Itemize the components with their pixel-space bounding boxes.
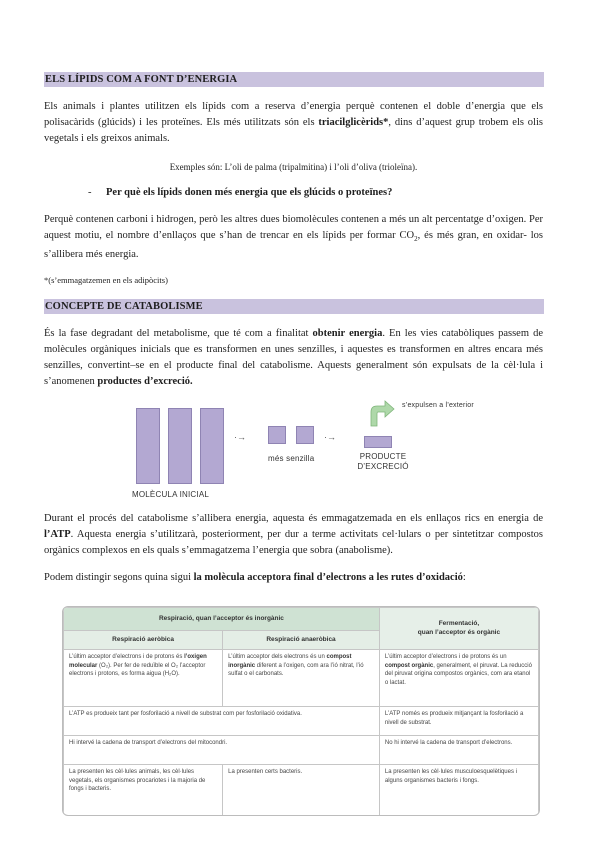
term: compost inorgànic — [228, 654, 352, 669]
expel-arrow-icon — [367, 398, 397, 428]
simpler-molecule-block-1 — [268, 426, 286, 444]
section-heading-catabolism: CONCEPTE DE CATABOLISME — [44, 299, 544, 314]
table-cell: L’ATP només es produeix mitjançant la fosforilació a nivell de substrat. — [379, 707, 538, 736]
text-span: Perquè contenen carboni i hidrogen, però les altres dues biomolècules contenen a més un alt percentatge d’oxigen. Per aquest motiu, el nombre d’enllaços que s’han de trencar en els lípids per formar CO — [44, 214, 543, 241]
initial-molecule-block-3 — [200, 408, 224, 484]
header-respiration: Respiració, quan l’acceptor és inorgànic — [64, 608, 380, 631]
header-line: quan l’acceptor és orgànic — [417, 628, 501, 636]
text-span: , dins d’aquest grup trobem els olis vegetals i els greixos animals. — [44, 117, 543, 144]
text-span: : — [462, 572, 466, 583]
comparison-table — [63, 607, 539, 816]
paragraph-atp — [44, 511, 543, 559]
text-span: Els animals i plantes utilitzen els lípids com a reserva d’energia perquè contenen el doble d’energia que els polisacàrids (glúcids) i les proteïnes. Els més utilitzats són els — [44, 101, 543, 128]
header-fermentation — [379, 608, 538, 650]
term: l’oxigen molecular — [69, 654, 207, 669]
initial-molecule-label: MOLÈCULA INICIAL — [132, 490, 210, 499]
term: compost orgànic — [384, 662, 434, 669]
term-obtain-energy: obtenir energia — [312, 328, 383, 339]
text-span: . Aquesta energia s’utilitzarà, posteriorment, per dur a terme activitats cel·lulars o per sintetitzar compostos orgànics complexos en els quals s’emmagatzema l’energia que sobra (anabolisme). — [44, 529, 543, 556]
table-cell: La presenten certs bacteris. — [223, 765, 380, 817]
term-atp: l’ATP — [44, 529, 71, 540]
text-span: . En les vies catabòliques passem de molècules orgàniques inicials que es transformen en unes senzilles, i aquestes es transformen en altres encara més senzilles, convertint–se en el producte final del catabolisme. Aquests generalment són expulsats de la cèl·lula i s’anomenen — [44, 328, 543, 387]
table-row — [64, 736, 539, 765]
text-span: L’últim acceptor d’electrons i de protons és — [69, 654, 185, 660]
question-line — [88, 186, 392, 200]
respiration-table — [62, 606, 540, 816]
header-line: Fermentació, — [438, 620, 480, 627]
term-final-acceptor: la molècula acceptora final d’electrons a les rutes d’oxidació — [193, 572, 463, 583]
text-span: És la fase degradant del metabolisme, que té com a finalitat — [44, 328, 313, 339]
table-cell: La presenten les cèl·lules animals, les cèl·lules vegetals, els organismes procariotes i la majoria de fongs i bacteris. — [64, 765, 223, 817]
table-row — [64, 650, 539, 707]
table-cell — [379, 650, 538, 707]
paragraph-catabolism-def — [44, 326, 543, 390]
label-line: D’EXCRECIÓ — [357, 462, 409, 471]
term-excretion-products: productes d’excreció. — [97, 376, 193, 387]
excretion-product-label — [356, 452, 410, 472]
text-span: Durant el procés del catabolisme s’allibera energia, aquesta és emmagatzemada en els enllaços rics en energia de — [44, 513, 543, 524]
table-row — [64, 765, 539, 817]
section-heading-lipids: ELS LÍPIDS COM A FONT D’ENERGIA — [44, 72, 544, 87]
arrow-icon: ·→ — [324, 432, 336, 442]
simpler-label: més senzilla — [268, 454, 315, 463]
table-cell — [223, 650, 380, 707]
initial-molecule-block-2 — [168, 408, 192, 484]
catabolism-diagram — [130, 398, 510, 502]
text-span: (O₂). Per fer de reduïble el O₂ l’acceptor electrons i protons, es forma aigua (H₂O). — [69, 662, 206, 677]
paragraph-lipids-intro — [44, 99, 543, 147]
examples-line: Exemples són: L’oli de palma (tripalmitina) i l’oli d’oliva (trioleïna). — [169, 162, 418, 172]
table-row — [64, 707, 539, 736]
header-aerobic: Respiració aeròbica — [64, 631, 223, 650]
simpler-molecule-block-2 — [296, 426, 314, 444]
footnote: *(s’emmagatzemen en els adipòcits) — [44, 275, 168, 285]
arrow-icon: ·→ — [234, 432, 246, 442]
initial-molecule-block-1 — [136, 408, 160, 484]
text-span: , generalment, el piruvat. La reducció del piruvat origina compostos orgànics, com ara etanol o lactat. — [384, 662, 532, 686]
table-cell: La presenten les cèl·lules musculoesquelètiques i alguns organismes bacteris i fongs. — [379, 765, 538, 817]
table-cell: No hi intervé la cadena de transport d’electrons. — [379, 736, 538, 765]
table-header-row — [64, 608, 539, 631]
text-span: diferent a l’oxigen, com ara l’ió nitrat, l’ió sulfat o el carbonats. — [228, 662, 364, 677]
text-span: , és més gran, en oxidar- los s’allibera més energia. — [44, 230, 543, 261]
paragraph-acceptor — [44, 570, 543, 586]
header-anaerobic: Respiració anaeròbica — [223, 631, 380, 650]
bullet-dash: - — [88, 187, 92, 198]
table-cell — [64, 650, 223, 707]
table-cell: L’ATP es produeix tant per fosforilació a nivell de substrat com per fosforilació oxidativa. — [64, 707, 380, 736]
text-span: L’últim acceptor d’electrons i de protons és un — [384, 654, 507, 660]
term-triacylglycerides: triacilglicèrids* — [318, 117, 389, 128]
excretion-product-block — [364, 436, 392, 448]
subscript: 2 — [414, 235, 418, 244]
label-line: PRODUCTE — [359, 452, 407, 461]
paragraph-lipids-answer — [44, 212, 543, 263]
text-span: Podem distingir segons quina sigui — [44, 572, 194, 583]
text-span: L’últim acceptor dels electrons és un — [228, 654, 327, 660]
expel-label: s’expulsen a l’exterior — [402, 402, 474, 409]
question-text: Per què els lípids donen més energia que els glúcids o proteïnes? — [106, 187, 393, 198]
table-cell: Hi intervé la cadena de transport d’electrons del mitocondri. — [64, 736, 380, 765]
